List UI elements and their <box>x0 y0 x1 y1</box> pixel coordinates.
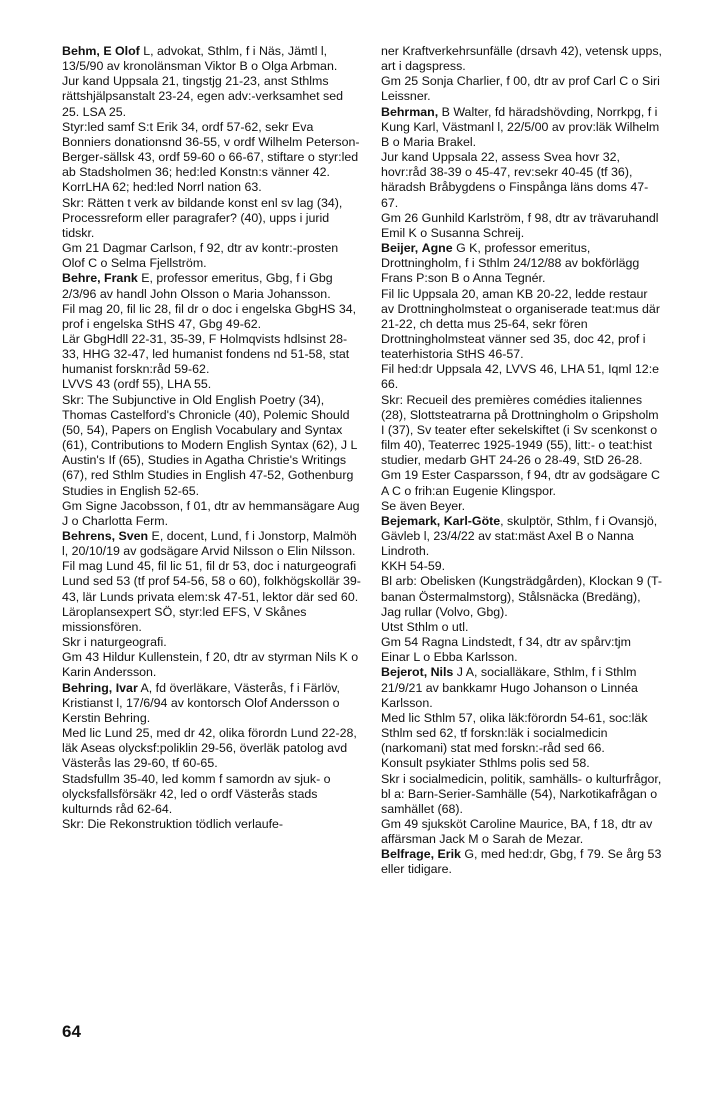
entry-given-name: Frank <box>104 271 138 286</box>
entry-text: E, docent, Lund, f i Jonstorp, Malmöh l, 20/10/19 av godsägare Arvid Nilsson o Elin Nilsson. <box>62 529 357 559</box>
right-column-paragraph <box>381 362 663 392</box>
entry-text: Gm 26 Gunhild Karlström, f 98, dtr av trävaruhandl Emil K o Susanna Schreij. <box>381 210 659 240</box>
right-column-paragraph <box>381 499 663 514</box>
entry-surname: Behm, <box>62 44 100 58</box>
right-column-paragraph <box>381 468 663 498</box>
entry-text: Styr:led samf S:t Erik 34, ordf 57-62, sekr Eva Bonniers donationsnd 36-55, v ordf Wilhelm Peterson-Berger-sällsk 43, ordf 59-60 o 66-67, stiftare o styr:led ab Stadsholmen 36; hed:led Konstn:s vänner 42. KorrLHA 62; hed:led Norrl nation 63. <box>62 119 360 195</box>
entry-text: Gm 25 Sonja Charlier, f 00, dtr av prof Carl C o Siri Leissner. <box>381 74 660 104</box>
entry-text: Skr: The Subjunctive in Old English Poetry (34), Thomas Castelford's Chronicle (40), Polemic Should (50, 54), Papers on English Vocabulary and Syntax (61), Contributions to Modern English Syntax (62), J L Austin's If (65), Studies in Agatha Christie's Writings (67), red Sthlm Studies in English 47-52, Gothenburg Studies in English 52-65. <box>62 392 357 498</box>
entry-text: Gm 21 Dagmar Carlson, f 92, dtr av kontr:-prosten Olof C o Selma Fjellström. <box>62 241 339 271</box>
entry-text: Stadsfullm 35-40, led komm f samordn av sjuk- o olycksfallsförsäkr 42, led o ordf Västerås stads kulturnds råd 62-64. <box>62 771 331 816</box>
left-column-paragraph <box>62 499 362 529</box>
right-column-paragraph <box>381 105 663 150</box>
right-column-paragraph <box>381 514 663 559</box>
entry-text: LVVS 43 (ordf 55), LHA 55. <box>62 377 212 392</box>
entry-given-name: Karl-Göte <box>443 513 501 528</box>
left-column-paragraph <box>62 393 362 499</box>
entry-given-name: Agne <box>421 241 453 256</box>
entry-text: Skr i socialmedicin, politik, samhälls- o kulturfrågor, bl a: Barn-Serier-Samhälle (54), Narkotikafrågan o samhället (68). <box>381 771 662 816</box>
right-column-paragraph <box>381 635 663 665</box>
left-column-paragraph <box>62 271 362 301</box>
entry-text: B Walter, fd häradshövding, Norrkpg, f i Kung Karl, Västmanl l, 22/5/00 av prov:läk Wilhelm B o Maria Brakel. <box>381 104 660 149</box>
entry-text: Utst Sthlm o utl. <box>381 619 469 634</box>
entry-surname: Behrens, <box>62 529 116 543</box>
entry-text: E, professor emeritus, Gbg, f i Gbg 2/3/96 av handl John Olsson o Maria Johansson. <box>62 271 333 301</box>
entry-text: Lär GbgHdll 22-31, 35-39, F Holmqvists hdlsinst 28-33, HHG 32-47, led humanist fondens nd 51-58, stat humanist forskn:råd 59-62. <box>62 331 350 377</box>
right-column-paragraph <box>381 211 663 241</box>
entry-given-name: Sven <box>118 529 149 543</box>
left-column-paragraph <box>62 772 362 817</box>
right-column-paragraph <box>381 665 663 710</box>
page-number: 64 <box>62 1022 81 1041</box>
entry-text: , skulptör, Sthlm, f i Ovansjö, Gävleb l, 23/4/22 av stat:mäst Axel B o Nanna Lindroth. <box>381 513 658 559</box>
entry-text: Med lic Sthlm 57, olika läk:förordn 54-61, soc:läk Sthlm sed 62, tf forskn:läk i socialmedicin (narkomani) stat med forskn:-råd sed 66. <box>381 710 648 756</box>
entry-surname: Bejerot, <box>381 665 428 680</box>
right-column-paragraph <box>381 287 663 363</box>
entry-text: Med lic Lund 25, med dr 42, olika förordn Lund 22-28, läk Aseas olycksf:poliklin 29-56, överläk patolog avd Västerås las 29-60, tf 60-65. <box>62 726 357 771</box>
entry-text: Fil mag Lund 45, fil lic 51, fil dr 53, doc i naturgeografi Lund sed 53 (tf prof 54-56, 58 o 60), folkhögskollär 39-43, lär Lunds privata elem:sk 47-51, lektor där sed 60. Läroplansexpert SÖ, styr:led EFS, V Skånes missionsfören. <box>62 559 361 634</box>
entry-text: Gm 54 Ragna Lindstedt, f 34, dtr av spårv:tjm Einar L o Ebba Karlsson. <box>381 635 631 665</box>
right-column-paragraph <box>381 574 663 619</box>
left-column-paragraph <box>62 726 362 771</box>
entry-text: Fil lic Uppsala 20, aman KB 20-22, ledde restaur av Drottningholmsteat o organiserade teat:mus där 21-22, ch detta mus 25-64, sekr fören Drottningholmsteat vänner sed 35, doc 42, prof i teaterhistoria StHS 46-57. <box>381 286 660 362</box>
entry-text: Gm 49 sjuksköt Caroline Maurice, BA, f 18, dtr av affärsman Jack M o Sarah de Mezar. <box>381 816 653 847</box>
left-column-paragraph <box>62 529 362 559</box>
right-column-paragraph <box>381 772 663 817</box>
right-column-paragraph <box>381 620 663 635</box>
left-column-paragraph <box>62 302 362 332</box>
entry-text: Gm Signe Jacobsson, f 01, dtr av hemmansägare Aug J o Charlotta Ferm. <box>62 498 360 528</box>
right-column-paragraph <box>381 756 663 771</box>
left-column-paragraph <box>62 332 362 377</box>
right-column-paragraph <box>381 74 663 104</box>
entry-text: KKH 54-59. <box>381 559 446 574</box>
right-column-paragraph <box>381 711 663 756</box>
entry-text: Skr: Rätten t verk av bildande konst enl sv lag (34), Processreform eller paragrafer? (40), upps i jurid tidskr. <box>62 195 343 240</box>
entry-surname: Beijer, <box>381 241 419 256</box>
entry-text: Gm 43 Hildur Kullenstein, f 20, dtr av styrman Nils K o Karin Andersson. <box>62 650 359 680</box>
left-column-paragraph <box>62 650 362 680</box>
right-column-paragraph <box>381 559 663 574</box>
entry-text: Konsult psykiater Sthlms polis sed 58. <box>381 756 590 771</box>
entry-text: Skr i naturgeografi. <box>62 635 167 650</box>
entry-surname: Behring, <box>62 680 113 695</box>
right-column <box>381 44 663 878</box>
entry-given-name: Nils <box>430 665 454 680</box>
left-column-paragraph <box>62 635 362 650</box>
entry-text: Gm 19 Ester Casparsson, f 94, dtr av godsägare C A C o frih:an Eugenie Klingspor. <box>381 468 660 498</box>
entry-text: Skr: Die Rekonstruktion tödlich verlaufe- <box>62 816 284 831</box>
right-column-paragraph <box>381 241 663 286</box>
entry-text: L, advokat, Sthlm, f i Näs, Jämtl l, 13/5/90 av kronolänsman Viktor B o Olga Arbman. <box>62 44 338 74</box>
entry-text: G, med hed:dr, Gbg, f 79. Se årg 53 eller tidigare. <box>381 847 662 877</box>
right-column-paragraph <box>381 817 663 847</box>
entry-surname: Behre, <box>62 271 101 286</box>
left-column-paragraph <box>62 817 362 832</box>
entry-text: ner Kraftverkehrsunfälle (drsavh 42), vetensk upps, art i dagspress. <box>381 44 662 74</box>
entry-text: Jur kand Uppsala 22, assess Svea hovr 32, hovr:råd 38-39 o 45-47, rev:sekr 40-45 (tf 36), häradsh Bråbygdens o Finspånga läns doms 47-67. <box>381 150 649 210</box>
left-column-paragraph <box>62 44 362 74</box>
right-column-paragraph <box>381 44 663 74</box>
entry-given-name: Erik <box>437 847 461 862</box>
entry-surname: Bejemark, <box>381 513 441 528</box>
entry-text: Skr: Recueil des premières comédies italiennes (28), Slottsteatrarna på Drottningholm o Gripsholm I (37), Sv teater efter sekelskiftet (i Sv scenkonst o film 40), Teaterrec 1925-1949 (55), litt:- o teat:hist studier, medarb GHT 24-26 o 28-49, StD 26-28. <box>381 392 659 468</box>
entry-given-name: E Olof <box>103 44 140 58</box>
right-column-paragraph <box>381 847 663 877</box>
left-column-paragraph <box>62 74 362 119</box>
entry-text: A, fd överläkare, Västerås, f i Färlöv, Kristianst l, 17/6/94 av kontorsch Olof Andersson o Kerstin Behring. <box>62 680 340 725</box>
entry-surname: Behrman, <box>381 104 439 119</box>
right-column-paragraph <box>381 393 663 469</box>
left-column-paragraph <box>62 241 362 271</box>
entry-text: Fil hed:dr Uppsala 42, LVVS 46, LHA 51, Iqml 12:e 66. <box>381 362 660 392</box>
entry-given-name: Ivar <box>115 680 138 695</box>
left-column-paragraph <box>62 559 362 635</box>
left-column-paragraph <box>62 120 362 196</box>
entry-text: Jur kand Uppsala 21, tingstjg 21-23, anst Sthlms rättshjälpsanstalt 23-24, egen adv:-verksamhet sed 25. LSA 25. <box>62 74 344 119</box>
entry-text: Se även Beyer. <box>381 498 466 513</box>
entry-surname: Belfrage, <box>381 847 435 862</box>
entry-text: Bl arb: Obelisken (Kungsträdgården), Klockan 9 (T-banan Östermalmstorg), Stålsnäcka (Bredäng), Jag rullar (Volvo, Gbg). <box>381 574 662 619</box>
right-column-paragraph <box>381 150 663 211</box>
left-column-paragraph <box>62 377 362 392</box>
left-column-paragraph <box>62 196 362 241</box>
entry-text: Fil mag 20, fil lic 28, fil dr o doc i engelska GbgHS 34, prof i engelska StHS 47, Gbg 49-62. <box>62 301 357 331</box>
entry-text: G K, professor emeritus, Drottningholm, f i Sthlm 24/12/88 av bokförlägg Frans P:son B o Anna Tegnér. <box>381 241 640 286</box>
left-column <box>62 44 362 832</box>
left-column-paragraph <box>62 681 362 726</box>
entry-text: J A, socialläkare, Sthlm, f i Sthlm 21/9/21 av bankkamr Hugo Johanson o Linnéa Karlsson. <box>381 665 638 710</box>
